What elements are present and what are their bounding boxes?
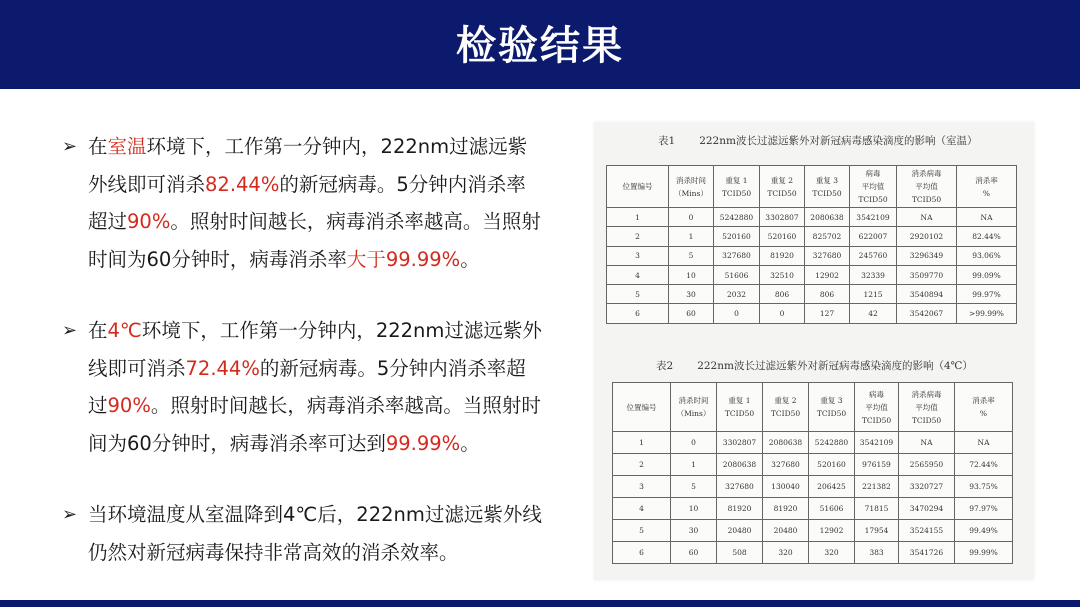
table-row [607, 285, 1017, 304]
bullet-text [88, 319, 542, 455]
body-text: 。照射时间越长，病毒消杀率越高。当照射时间为60分钟时，病毒消杀率 [88, 210, 541, 271]
column-header [809, 383, 855, 432]
table-cell: 3509770 [897, 265, 957, 284]
table-cell: 3542067 [897, 304, 957, 323]
column-header-line: 重复 1 [728, 396, 751, 405]
arrow-bullet-icon: ➢ [62, 320, 78, 341]
table-cell: 72.44% [955, 454, 1013, 476]
table2 [612, 382, 1013, 564]
table-cell: 520160 [760, 227, 805, 246]
column-header-line: 消杀病毒 [911, 389, 942, 399]
table-row [607, 246, 1017, 265]
column-header-line: 消杀率 [975, 175, 998, 185]
column-header-line: TCID50 [861, 415, 892, 425]
table-cell: 1 [669, 227, 714, 246]
table1-title: 222nm波长过滤远紫外对新冠病毒感染滴度的影响（室温） [699, 135, 978, 147]
table-cell: 51606 [714, 265, 760, 284]
table-cell: 10 [669, 265, 714, 284]
column-header [671, 383, 717, 432]
table1-number: 表1 [658, 135, 676, 147]
table-cell: 976159 [855, 454, 899, 476]
table-cell: 12902 [809, 520, 855, 542]
table-cell: 3302807 [760, 208, 805, 227]
highlight-text: 72.44% [185, 356, 260, 380]
column-header-line: TCID50 [770, 409, 801, 418]
table-cell: 60 [669, 304, 714, 323]
table1 [606, 165, 1017, 324]
table-cell: 1215 [850, 285, 897, 304]
table-cell: 806 [805, 285, 850, 304]
table-row [613, 432, 1013, 454]
table-cell: 93.75% [955, 476, 1013, 498]
column-header [805, 166, 850, 208]
table1-caption [658, 133, 977, 148]
highlight-text: 90% [127, 210, 171, 233]
body-text: 的新冠病毒。5分钟内消杀率超过 [88, 172, 526, 233]
bullet-list [62, 128, 542, 571]
table2-number: 表2 [656, 360, 674, 372]
table-cell: 30 [671, 520, 717, 542]
table-cell: 3 [613, 476, 671, 498]
table-cell: 1 [607, 208, 669, 227]
table-cell: 97.97% [955, 498, 1013, 520]
column-header-line: 消杀率 [972, 396, 995, 405]
bullet-conclusion [62, 496, 542, 571]
table-cell: 221382 [855, 476, 899, 498]
table-cell: NA [899, 432, 955, 454]
table-cell: 5 [613, 520, 671, 542]
table-cell: 206425 [809, 476, 855, 498]
table-cell: 4 [607, 265, 669, 284]
column-header-line: TCID50 [858, 195, 888, 204]
column-header-line: TCID50 [911, 415, 942, 425]
highlight-text: 大于99.99% [346, 247, 461, 271]
table-cell: 5 [671, 476, 717, 498]
table-cell: 32339 [850, 265, 897, 284]
highlight-text: 82.44% [205, 172, 280, 196]
table-cell: 520160 [809, 454, 855, 476]
table-cell: 2080638 [763, 432, 809, 454]
table-cell: 5 [607, 285, 669, 304]
table-cell: 0 [714, 304, 760, 323]
table-cell: 10 [671, 498, 717, 520]
table-cell: 320 [763, 542, 809, 564]
table-row [607, 265, 1017, 284]
table-cell: 30 [669, 285, 714, 304]
column-header-line: TCID50 [816, 409, 847, 418]
table-cell: 17954 [855, 520, 899, 542]
table-cell: 2 [607, 227, 669, 246]
body-text: 在 [88, 319, 108, 342]
column-header [957, 166, 1017, 208]
page-title: 检验结果 [456, 23, 624, 69]
table-cell: 127 [805, 304, 850, 323]
table-cell: 99.99% [955, 542, 1013, 564]
column-header [607, 166, 669, 208]
table-cell: 5 [669, 246, 714, 265]
footer-bar [0, 600, 1080, 607]
table-cell: 2032 [714, 285, 760, 304]
table-cell: 1 [613, 432, 671, 454]
table-cell: 20480 [763, 520, 809, 542]
table-header-row [607, 166, 1017, 208]
table-cell: 81920 [760, 246, 805, 265]
table-cell: 327680 [717, 476, 763, 498]
column-header-line: TCID50 [911, 195, 942, 204]
table-cell: 71815 [855, 498, 899, 520]
table-cell: 82.44% [957, 227, 1017, 246]
table-row [613, 498, 1013, 520]
table-row [613, 476, 1013, 498]
bullet-room-temperature [62, 128, 542, 278]
table-cell: 6 [613, 542, 671, 564]
column-header-line: 消杀时间 [676, 175, 706, 185]
arrow-bullet-icon: ➢ [62, 136, 78, 157]
body-text: 。照射时间越长，病毒消杀率越高。当照射时间为60分钟时，病毒消杀率可达到 [88, 394, 541, 455]
table-cell: 3470294 [899, 498, 955, 520]
table-cell: 320 [809, 542, 855, 564]
bullet-text [88, 503, 542, 564]
table-cell: 12902 [805, 265, 850, 284]
table-cell: 2565950 [899, 454, 955, 476]
column-header-line: 消杀时间 [678, 396, 709, 405]
table-cell: 3320727 [899, 476, 955, 498]
column-header-line: 重复 2 [770, 175, 794, 185]
table-cell: 3542109 [855, 432, 899, 454]
column-header-line: 平均值 [865, 402, 888, 412]
column-header [897, 166, 957, 208]
table-cell: 0 [669, 208, 714, 227]
column-header [855, 383, 899, 432]
column-header-line: % [979, 409, 988, 418]
bullet-text [88, 135, 541, 271]
table-cell: 60 [671, 542, 717, 564]
table-cell: 3541726 [899, 542, 955, 564]
table-cell: 5242880 [714, 208, 760, 227]
table-cell: 99.97% [957, 285, 1017, 304]
body-text: 环境下，工作第一分钟内，222nm过滤远紫外线即可消杀 [88, 135, 528, 196]
table-row [607, 304, 1017, 323]
column-header-line: 平均值 [861, 182, 885, 191]
table-cell: NA [897, 208, 957, 227]
column-header [717, 383, 763, 432]
bullet-4c [62, 312, 542, 462]
column-header-line: 平均值 [915, 402, 938, 412]
table-cell: 81920 [717, 498, 763, 520]
column-header [763, 383, 809, 432]
table-cell: 81920 [763, 498, 809, 520]
highlight-text: 99.99% [385, 431, 461, 455]
table-cell: 3542109 [850, 208, 897, 227]
table-cell: 508 [717, 542, 763, 564]
table-cell: 93.06% [957, 246, 1017, 265]
column-header-line: 重复 1 [725, 175, 748, 185]
column-header-line: TCID50 [721, 188, 752, 198]
table-cell: 32510 [760, 265, 805, 284]
column-header [760, 166, 805, 208]
highlight-text: 室温 [107, 135, 147, 158]
table-cell: 2080638 [717, 454, 763, 476]
table-cell: 6 [607, 304, 669, 323]
column-header [955, 383, 1013, 432]
body-text: 。 [460, 431, 480, 455]
table-cell: NA [957, 208, 1017, 227]
column-header-line: 位置编号 [622, 182, 653, 191]
table-header-row [613, 383, 1013, 432]
table-row [613, 542, 1013, 564]
highlight-text: 4℃ [107, 319, 142, 342]
body-text: 当环境温度从室温降到4℃后，222nm过滤远紫外线仍然对新冠病毒保持非常高效的消杀效率。 [88, 503, 542, 564]
table-row [607, 227, 1017, 246]
table-cell: >99.99% [957, 304, 1017, 323]
table-cell: 3296349 [897, 246, 957, 265]
table-cell: NA [955, 432, 1013, 454]
table-cell: 99.49% [955, 520, 1013, 542]
table-cell: 520160 [714, 227, 760, 246]
body-text: 在 [88, 135, 108, 158]
body-text: 的新冠病毒。5分钟内消杀率超过 [88, 356, 526, 417]
arrow-bullet-icon: ➢ [62, 504, 78, 525]
column-header-line: 重复 3 [820, 396, 843, 405]
column-header-line: 平均值 [915, 182, 938, 191]
column-header [613, 383, 671, 432]
body-text: 。 [460, 247, 480, 271]
column-header-line: 病毒 [869, 389, 884, 399]
column-header-line: （Mins） [674, 188, 708, 198]
table-row [607, 208, 1017, 227]
table-cell: 3540894 [897, 285, 957, 304]
column-header-line: 重复 3 [815, 175, 839, 185]
table-cell: 825702 [805, 227, 850, 246]
column-header-line: 病毒 [865, 169, 881, 178]
table2-caption [656, 358, 973, 373]
table-cell: 2 [613, 454, 671, 476]
table-cell: 2920102 [897, 227, 957, 246]
table-row [613, 454, 1013, 476]
column-header-line: （Mins） [676, 409, 711, 418]
table-cell: 383 [855, 542, 899, 564]
column-header-line: 重复 2 [774, 396, 797, 405]
column-header-line: 消杀病毒 [911, 169, 942, 178]
table-cell: 2080638 [805, 208, 850, 227]
table-cell: 3524155 [899, 520, 955, 542]
highlight-text: 90% [107, 394, 151, 417]
column-header-line: 位置编号 [626, 402, 657, 412]
table-cell: 42 [850, 304, 897, 323]
table-cell: 130040 [763, 476, 809, 498]
table-cell: 51606 [809, 498, 855, 520]
table-cell: 1 [671, 454, 717, 476]
column-header [899, 383, 955, 432]
table-cell: 99.09% [957, 265, 1017, 284]
table-cell: 4 [613, 498, 671, 520]
column-header-line: TCID50 [812, 188, 842, 198]
column-header [850, 166, 897, 208]
table-cell: 806 [760, 285, 805, 304]
table-cell: 0 [760, 304, 805, 323]
table-cell: 245760 [850, 246, 897, 265]
table-cell: 327680 [714, 246, 760, 265]
table2-title: 222nm波长过滤远紫外对新冠病毒感染滴度的影响（4℃） [697, 360, 973, 372]
column-header-line: TCID50 [767, 188, 797, 198]
column-header-line: % [982, 188, 991, 198]
table-cell: 0 [671, 432, 717, 454]
column-header [714, 166, 760, 208]
table-cell: 327680 [763, 454, 809, 476]
table-cell: 3302807 [717, 432, 763, 454]
table-cell: 622007 [850, 227, 897, 246]
column-header [669, 166, 714, 208]
scanned-tables-image [594, 122, 1034, 580]
table-cell: 327680 [805, 246, 850, 265]
header-banner [0, 0, 1080, 89]
body-text: 环境下，工作第一分钟内，222nm过滤远紫外线即可消杀 [88, 319, 542, 380]
table-cell: 20480 [717, 520, 763, 542]
table-cell: 5242880 [809, 432, 855, 454]
table-cell: 3 [607, 246, 669, 265]
column-header-line: TCID50 [724, 409, 755, 418]
table-row [613, 520, 1013, 542]
